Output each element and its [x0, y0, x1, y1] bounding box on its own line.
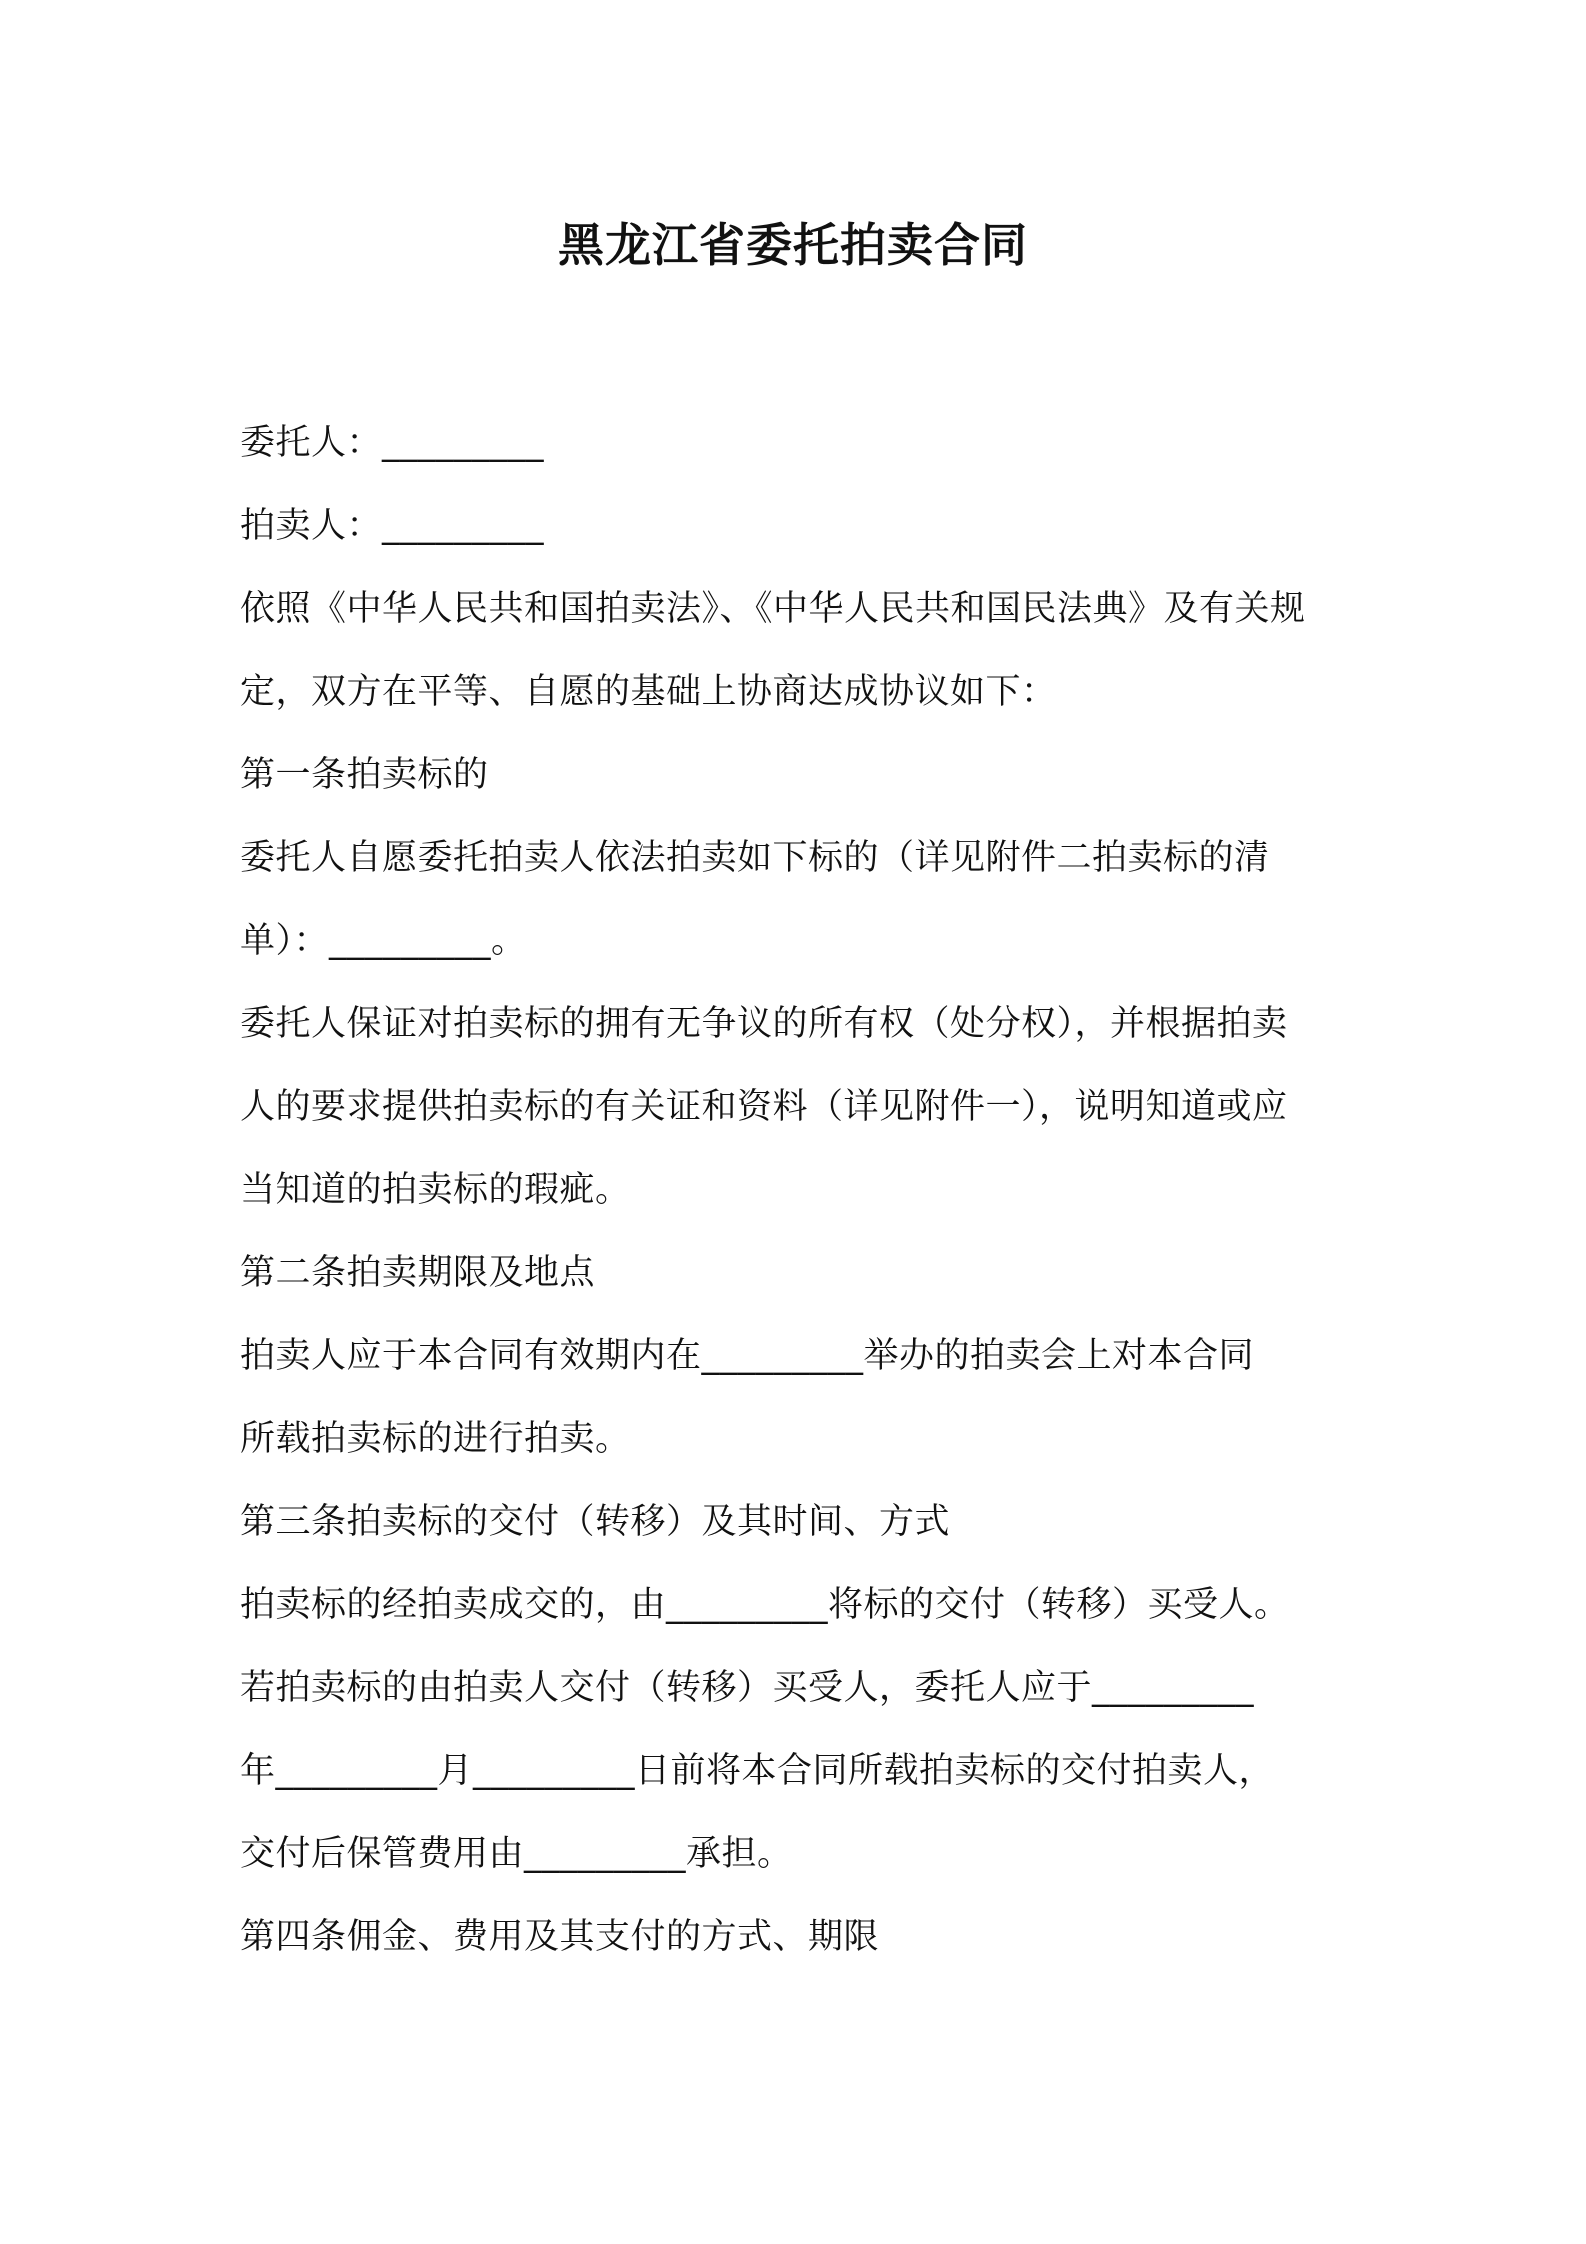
article-2-text-line-1: 拍卖人应于本合同有效期内在_________举办的拍卖会上对本合同	[240, 1336, 1255, 1376]
article-1-text-line-3: 委托人保证对拍卖标的拥有无争议的所有权（处分权），并根据拍卖	[240, 1004, 1288, 1044]
article-3-text-line-2: 若拍卖标的由拍卖人交付（转移）买受人，委托人应于_________	[240, 1668, 1255, 1708]
article-1-text-line-2: 单）：_________。	[240, 921, 527, 961]
page-title: 黑龙江省委托拍卖合同	[558, 218, 1028, 272]
article-4-heading: 第四条佣金、费用及其支付的方式、期限	[240, 1917, 880, 1957]
party-auctioneer-line: 拍卖人：_________	[240, 506, 545, 546]
article-3-heading: 第三条拍卖标的交付（转移）及其时间、方式	[240, 1502, 951, 1542]
article-3-text-line-3: 年_________月_________日前将本合同所载拍卖标的交付拍卖人，	[240, 1751, 1275, 1791]
preamble-line-2: 定，双方在平等、自愿的基础上协商达成协议如下：	[240, 672, 1057, 712]
article-1-heading: 第一条拍卖标的	[240, 755, 489, 795]
article-1-text-line-5: 当知道的拍卖标的瑕疵。	[240, 1170, 631, 1210]
article-2-heading: 第二条拍卖期限及地点	[240, 1253, 596, 1293]
article-1-text-line-1: 委托人自愿委托拍卖人依法拍卖如下标的（详见附件二拍卖标的清	[240, 838, 1270, 878]
preamble-line-1: 依照《中华人民共和国拍卖法》、《中华人民共和国民法典》及有关规	[240, 589, 1306, 629]
party-entrustor-line: 委托人：_________	[240, 423, 545, 463]
article-3-text-line-1: 拍卖标的经拍卖成交的，由_________将标的交付（转移）买受人。	[240, 1585, 1290, 1625]
article-3-text-line-4: 交付后保管费用由_________承担。	[240, 1834, 793, 1874]
article-2-text-line-2: 所载拍卖标的进行拍卖。	[240, 1419, 631, 1459]
document-body	[240, 402, 1360, 1979]
article-1-text-line-4: 人的要求提供拍卖标的有关证和资料（详见附件一），说明知道或应	[240, 1087, 1288, 1127]
